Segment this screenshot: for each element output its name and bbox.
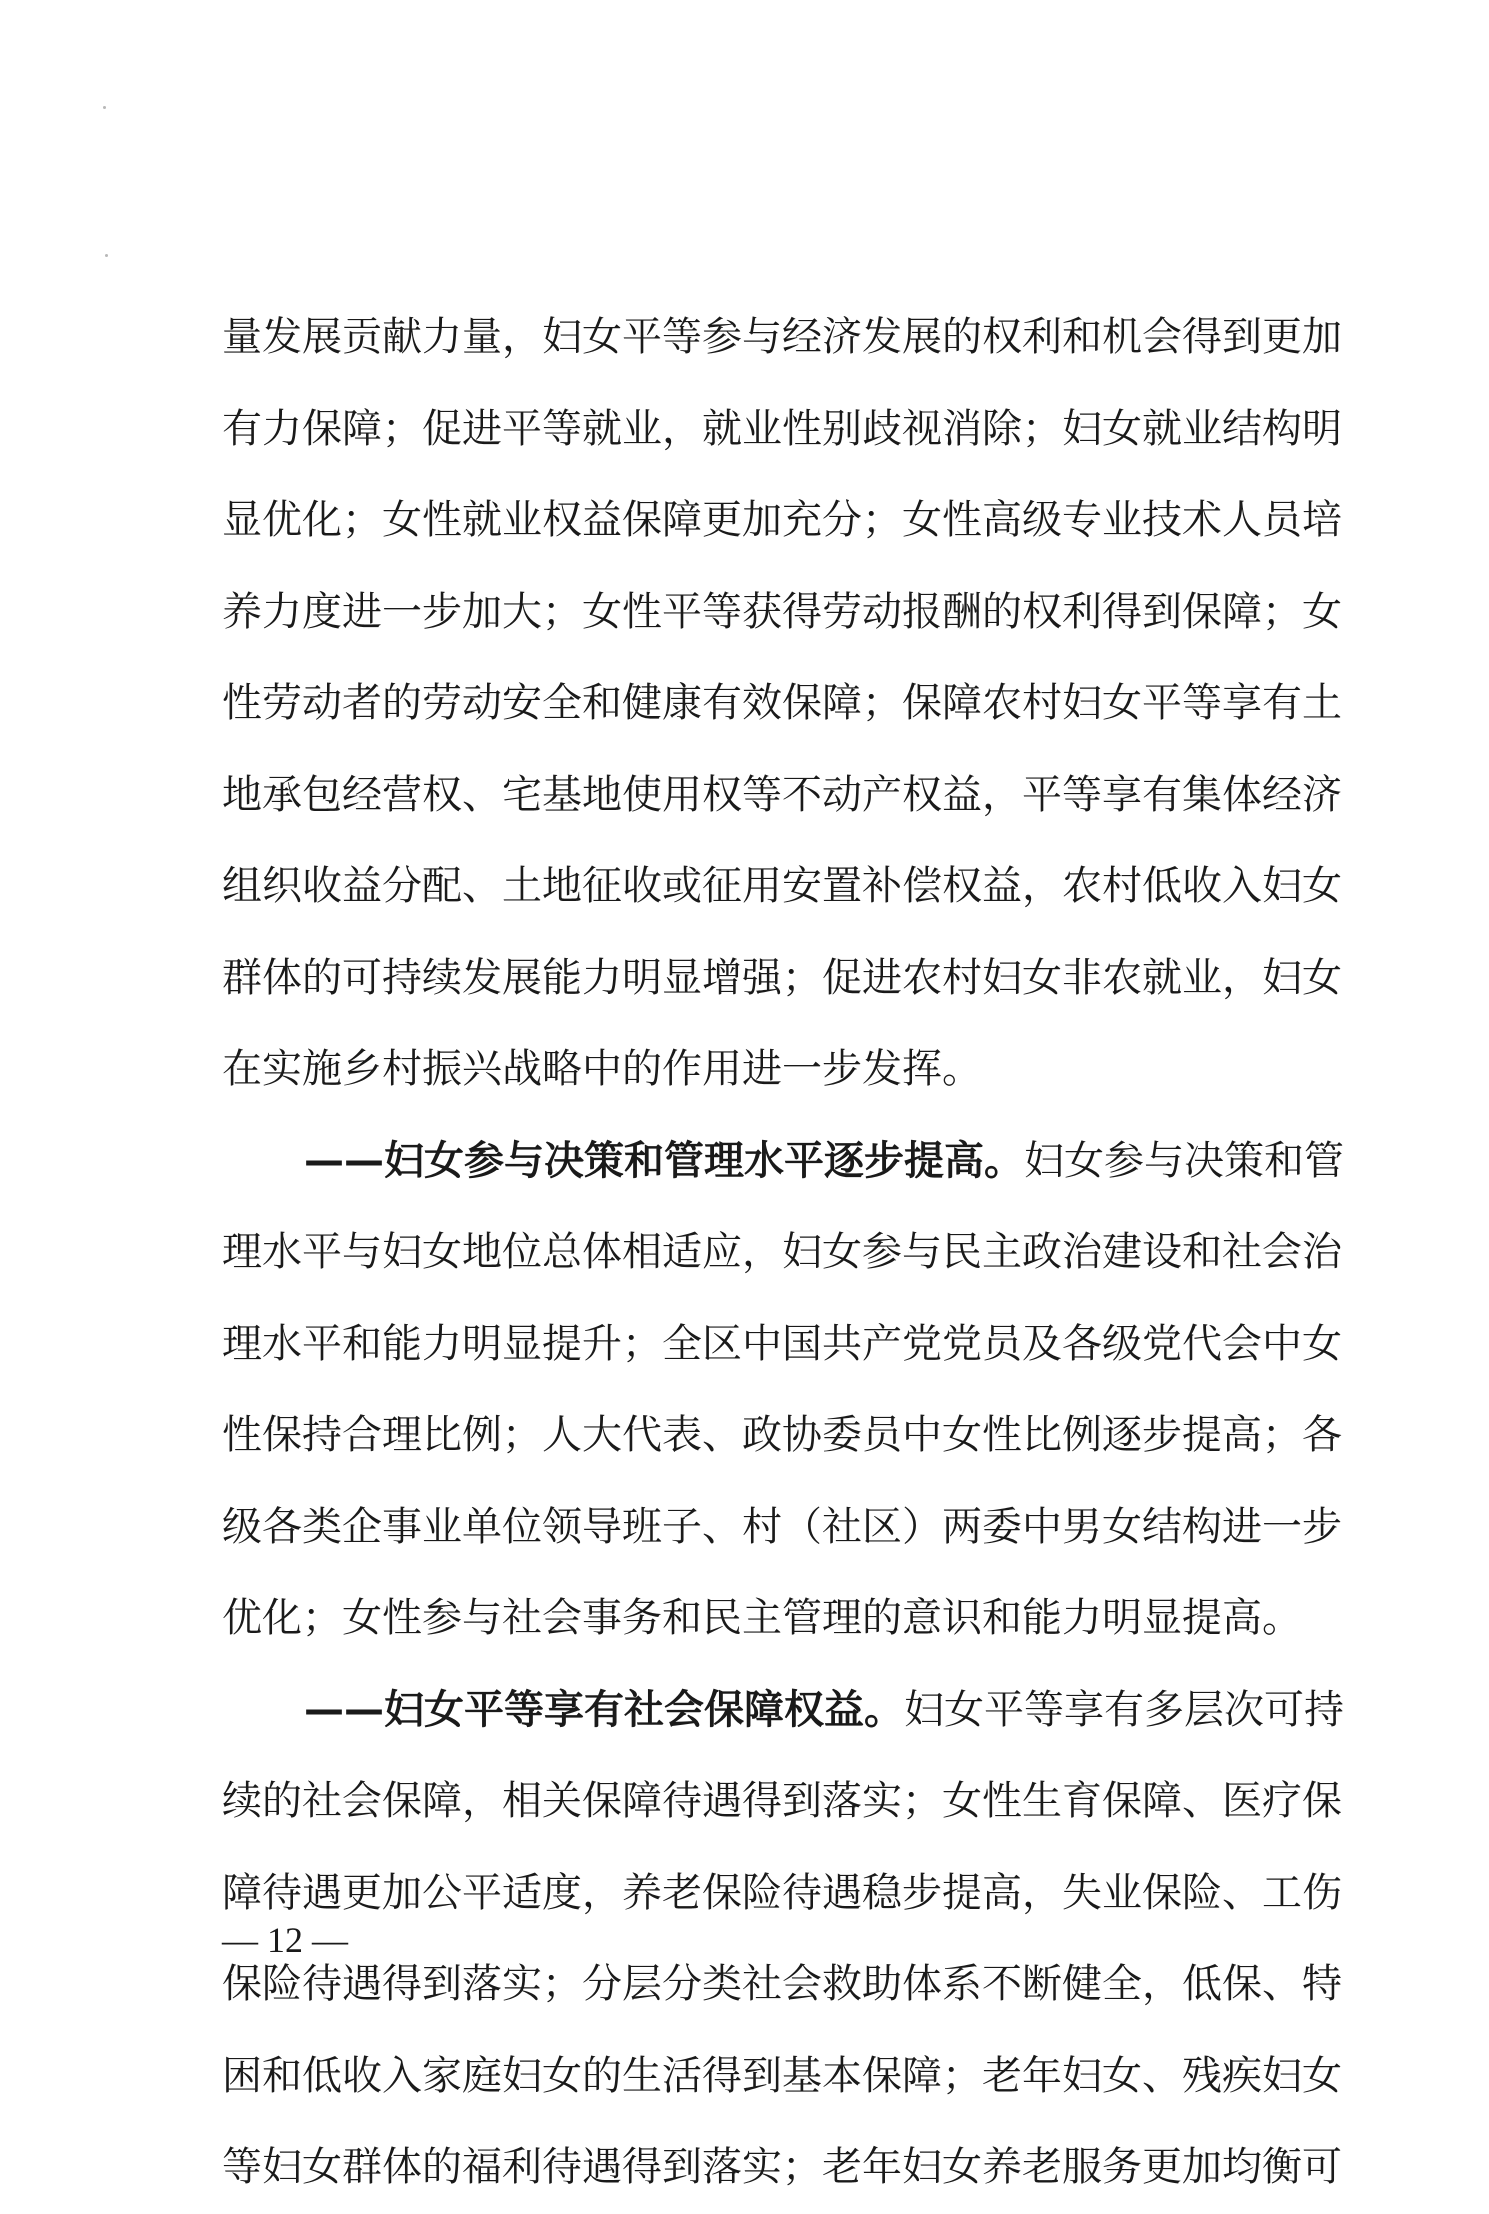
text-run: 妇女平等享有多层次可持	[904, 1686, 1344, 1733]
section-heading: ——妇女平等享有社会保障权益。	[304, 1686, 904, 1733]
text-line: 性劳动者的劳动安全和健康有效保障；保障农村妇女平等享有土	[222, 680, 1342, 726]
text-line: 显优化；女性就业权益保障更加充分；女性高级专业技术人员培	[222, 497, 1342, 543]
scan-speck	[103, 106, 106, 109]
page-number: — 12 —	[222, 1920, 348, 1960]
paragraph-economic-participation	[222, 292, 1342, 1116]
text-line: 续的社会保障，相关保障待遇得到落实；女性生育保障、医疗保	[222, 1778, 1342, 1824]
text-line: 养力度进一步加大；女性平等获得劳动报酬的权利得到保障；女	[222, 588, 1342, 635]
text-line: 优化；女性参与社会事务和民主管理的意识和能力明显提高。	[222, 1595, 1302, 1641]
section-heading: ——妇女参与决策和管理水平逐步提高。	[304, 1137, 1024, 1184]
paragraph-first-line	[222, 1665, 1344, 1757]
paragraph-decision-making	[222, 1116, 1344, 1665]
text-line: 群体的可持续发展能力明显增强；促进农村妇女非农就业，妇女	[222, 954, 1342, 1001]
text-line: 地承包经营权、宅基地使用权等不动产权益，平等享有集体经济	[222, 771, 1342, 818]
body-text	[222, 292, 1344, 2214]
paragraph-first-line	[222, 1116, 1344, 1208]
text-line: 理水平和能力明显提升；全区中国共产党党员及各级党代会中女	[222, 1320, 1342, 1367]
text-line: 障待遇更加公平适度，养老保险待遇稳步提高，失业保险、工伤	[222, 1869, 1342, 1916]
text-line: 困和低收入家庭妇女的生活得到基本保障；老年妇女、残疾妇女	[222, 2052, 1342, 2099]
paragraph-social-security	[222, 1665, 1344, 2214]
text-line: 量发展贡献力量，妇女平等参与经济发展的权利和机会得到更加	[222, 314, 1342, 360]
text-line: 保险待遇得到落实；分层分类社会救助体系不断健全，低保、特	[222, 1961, 1342, 2007]
text-line: 在实施乡村振兴战略中的作用进一步发挥。	[222, 1046, 982, 1092]
text-line: 有力保障；促进平等就业，就业性别歧视消除；妇女就业结构明	[222, 405, 1342, 452]
text-line: 级各类企事业单位领导班子、村（社区）两委中男女结构进一步	[222, 1503, 1342, 1550]
text-line: 理水平与妇女地位总体相适应，妇女参与民主政治建设和社会治	[222, 1229, 1342, 1275]
text-run: 妇女参与决策和管	[1024, 1137, 1344, 1184]
text-line: 组织收益分配、土地征收或征用安置补偿权益，农村低收入妇女	[222, 863, 1342, 909]
text-line: 性保持合理比例；人大代表、政协委员中女性比例逐步提高；各	[222, 1412, 1342, 1458]
text-line: 等妇女群体的福利待遇得到落实；老年妇女养老服务更加均衡可	[222, 2144, 1342, 2190]
scan-speck	[105, 254, 108, 257]
